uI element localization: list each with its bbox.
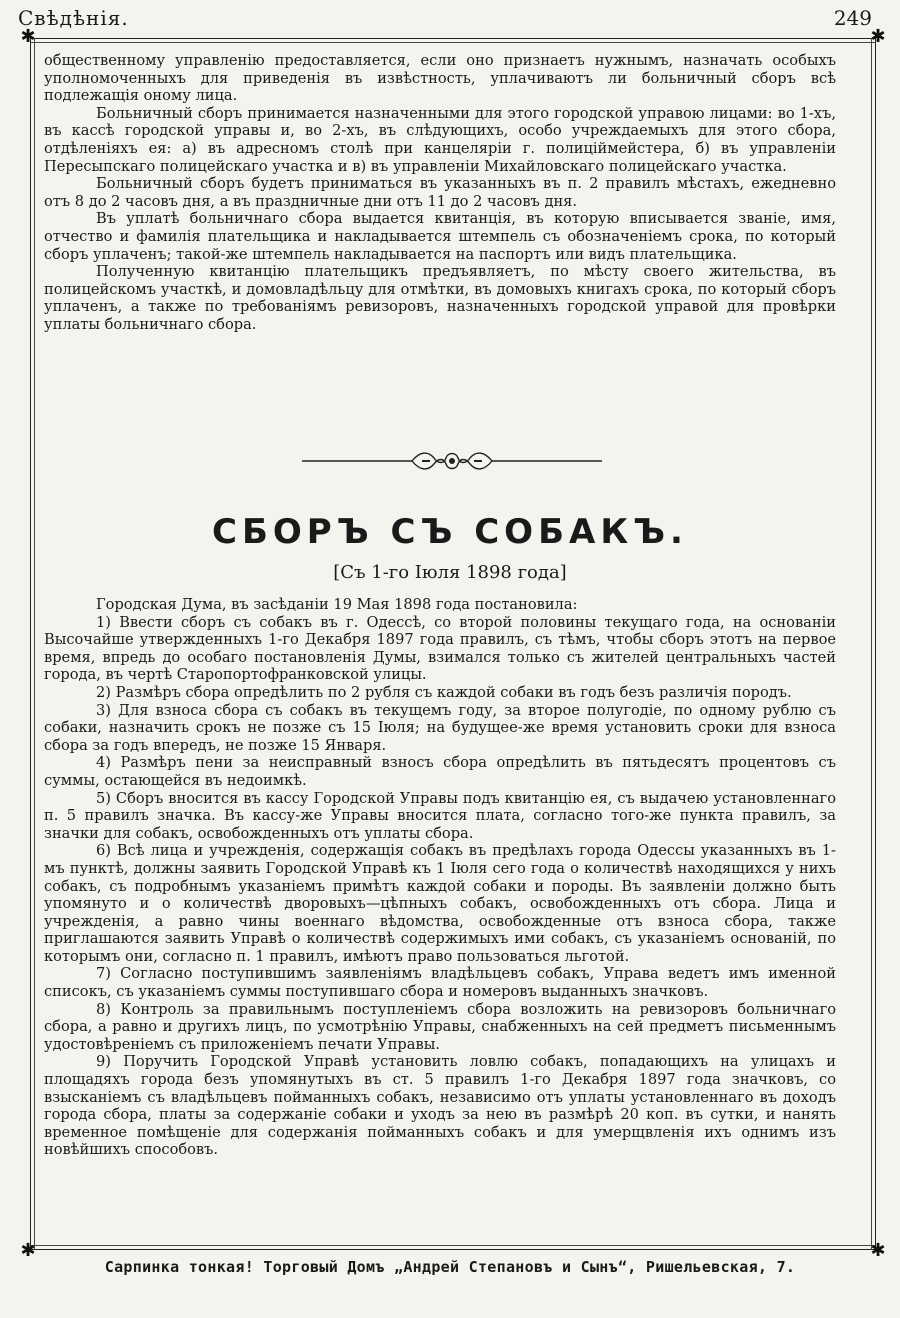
paragraph: 1) Ввести сборъ съ собакъ въ г. Одессѣ, со второй половины текущаго года, на основаніи Высочайше утвержденныхъ 1-го Декабря 1897 года правилъ, съ тѣмъ, чтобы сборъ этотъ на первое время, впредь до особаго постановленія Думы, взимался только съ жителей центральныхъ частей города, въ чертѣ Старопортофранковской улицы. bbox=[44, 613, 836, 684]
frame-rule-bottom bbox=[30, 1249, 876, 1250]
corner-star-icon: ✱ bbox=[870, 26, 886, 47]
frame-rule-top bbox=[30, 38, 876, 39]
paragraph: 4) Размѣръ пени за неисправный взносъ сбора опредѣлить въ пятьдесятъ процентовъ съ суммы, остающейся въ недоимкѣ. bbox=[44, 754, 836, 789]
section-title: СБОРЪ СЪ СОБАКЪ. bbox=[212, 512, 688, 552]
frame-rule-left bbox=[30, 38, 31, 1250]
frame-rule-right bbox=[875, 38, 876, 1250]
page-header bbox=[18, 6, 872, 36]
corner-star-icon: ✱ bbox=[20, 26, 36, 47]
body-text-part2 bbox=[44, 596, 836, 1159]
paragraph: 7) Согласно поступившимъ заявленіямъ владѣльцевъ собакъ, Управа ведетъ имъ именной списокъ, съ указаніемъ суммы поступившаго сбора и номеровъ выданныхъ значковъ. bbox=[44, 965, 836, 1001]
corner-star-icon: ✱ bbox=[870, 1240, 886, 1261]
corner-star-icon: ✱ bbox=[20, 1240, 36, 1261]
paragraph: 9) Поручить Городской Управѣ установить ловлю собакъ, попадающихъ на улицахъ и площадяхъ города безъ упомянутыхъ въ ст. 5 правилъ 1-го Декабря 1897 года значковъ, со взысканіемъ съ владѣльцевъ пойманныхъ собакъ, независимо отъ уплаты установленнаго въ доходъ города сбора, платы за содержаніе собаки и уходъ за нею въ размѣрѣ 20 коп. въ сутки, и нанять временное помѣщеніе для содержанія пойманныхъ собакъ и для умерщвленія ихъ однимъ изъ новѣйшихъ способовъ. bbox=[44, 1053, 836, 1159]
paragraph: 5) Сборъ вносится въ кассу Городской Управы подъ квитанцію ея, съ выдачею установленнаго п. 5 правилъ значка. Въ кассу-же Управы вносится плата, согласно того-же пункта правилъ, за значки для собакъ, освобожденныхъ отъ уплаты сбора. bbox=[44, 789, 836, 842]
paragraph: Больничный сборъ принимается назначенными для этого городской управою лицами: во 1-хъ, въ кассѣ городской управы и, во 2-хъ, въ слѣдующихъ, особо учреждаемыхъ для этого сбора, отдѣленіяхъ ея: а) въ адресномъ столѣ при канцеляріи г. полиціймейстера, б) въ управленіи Пересыпскаго полицейскаго участка и в) въ управленіи Михайловскаго полицейскаго участка. bbox=[44, 104, 836, 175]
footer-advertisement: Сарпинка тонкая! Торговый Домъ „Андрей Степановъ и Сынъ“, Ришельевская, 7. bbox=[104, 1258, 796, 1276]
running-title: Свѣдѣнія. bbox=[18, 6, 129, 30]
frame-rule-right-inner bbox=[871, 38, 872, 1250]
section-date: [Съ 1-го Іюля 1898 года] bbox=[333, 562, 567, 583]
body-text-part1 bbox=[44, 52, 836, 334]
paragraph: Въ уплатѣ больничнаго сбора выдается квитанція, въ которую вписывается званіе, имя, отчество и фамилія плательщика и накладывается штемпель съ обозначеніемъ срока, по который сборъ уплаченъ; такой-же штемпель накладывается на паспортъ или видъ плательщика. bbox=[44, 210, 836, 263]
paragraph: общественному управленію предоставляется, если оно признаетъ нужнымъ, назначать особыхъ уполномоченныхъ для приведенія въ извѣстность, уплачиваютъ ли больничный сборъ всѣ подлежащія оному лица. bbox=[44, 52, 836, 105]
paragraph: Полученную квитанцію плательщикъ предъявляетъ, по мѣсту своего жительства, въ полицейскомъ участкѣ, и домовладѣльцу для отмѣтки, въ домовыхъ книгахъ срока, по который сборъ уплаченъ, а также по требованіямъ ревизоровъ, назначенныхъ городской управой для провѣрки уплаты больничнаго сбора. bbox=[44, 263, 836, 333]
page-number: 249 bbox=[833, 6, 872, 30]
paragraph: Больничный сборъ будетъ приниматься въ указанныхъ въ п. 2 правилъ мѣстахъ, ежедневно отъ 8 до 2 часовъ дня, а въ праздничные дни отъ 11 до 2 часовъ дня. bbox=[44, 175, 836, 210]
frame-rule-left-inner bbox=[34, 38, 35, 1250]
paragraph: 6) Всѣ лица и учрежденія, содержащія собакъ въ предѣлахъ города Одессы указанныхъ въ 1-мъ пунктѣ, должны заявить Городской Управѣ къ 1 Іюля сего года о количествѣ находящихся у нихъ собакъ, съ подробнымъ указаніемъ примѣтъ каждой собаки и породы. Въ заявленіи должно быть упомянуто и о количествѣ дворовыхъ—цѣпныхъ собакъ, освобожденныхъ отъ сбора. Лица и учрежденія, а равно чины военнаго вѣдомства, освобожденные отъ взноса сбора, также приглашаются заявить Управѣ о количествѣ содержимыхъ ими собакъ, съ указаніемъ основаній, по которымъ они, согласно п. 1 правилъ, имѣютъ право пользоваться льготой. bbox=[44, 842, 836, 965]
paragraph: 8) Контроль за правильнымъ поступленіемъ сбора возложить на ревизоровъ больничнаго сбора, а равно и другихъ лицъ, по усмотрѣнію Управы, снабженныхъ на сей предметъ письменнымъ удостовѣреніемъ съ приложеніемъ печати Управы. bbox=[44, 1000, 836, 1053]
frame-rule-bottom-inner bbox=[30, 1245, 876, 1246]
paragraph: Городская Дума, въ засѣданіи 19 Мая 1898 года постановила: bbox=[96, 596, 578, 613]
paragraph: 3) Для взноса сбора съ собакъ въ текущемъ году, за второе полугодіе, по одному рублю съ собаки, назначить срокъ не позже съ 15 Іюля; на будущее-же время установить сроки для взноса сбора за годъ впередъ, не позже 15 Января. bbox=[44, 701, 836, 754]
frame-rule-top-inner bbox=[30, 42, 876, 43]
paragraph: 2) Размѣръ сбора опредѣлить по 2 рубля съ каждой собаки въ годъ безъ различія породъ. bbox=[96, 683, 792, 701]
ornament-divider-icon bbox=[302, 446, 602, 476]
